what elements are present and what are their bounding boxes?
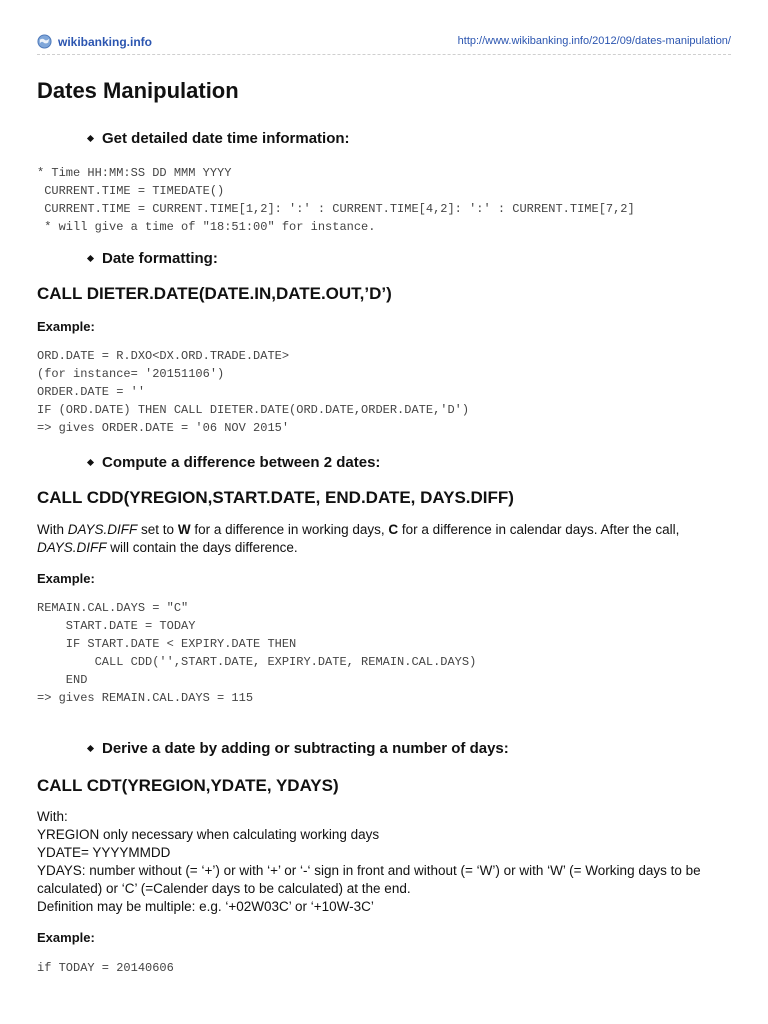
code-block: ORD.DATE = R.DXO<DX.ORD.TRADE.DATE> (for instance= '20151106') ORDER.DATE = '' IF (ORD.DATE) THEN CALL DIETER.DATE(ORD.DATE,ORDER.DATE,'D') => gives ORDER.DATE = '06 NOV 2015' [37,349,470,435]
bullet-label: Date formatting: [102,250,218,267]
bullet-diamond-icon [87,459,94,466]
para-line: YDATE= YYYYMMDD [37,845,171,860]
example-label: Example: [37,571,95,586]
code-block: * Time HH:MM:SS DD MMM YYYY CURRENT.TIME = TIMEDATE() CURRENT.TIME = CURRENT.TIME[1,2]: ':' : CURRENT.TIME[4,2]: ':' : CURRENT.TIME[7,2] * will give a time of "18:51:00" for instance. [37,166,635,234]
bullet-label: Derive a date by adding or subtracting a number of days: [102,740,509,757]
bullet-item [88,454,380,471]
para-line: Definition may be multiple: e.g. ‘+02W03C’ or ‘+10W-3C’ [37,899,374,914]
section-heading: CALL CDD(YREGION,START.DATE, END.DATE, DAYS.DIFF) [37,488,514,507]
bullet-item [88,130,350,147]
bullet-diamond-icon [87,255,94,262]
site-link[interactable] [37,34,152,49]
section-heading: CALL CDT(YREGION,YDATE, YDAYS) [37,776,339,795]
page-header [37,30,731,55]
globe-icon [37,34,52,49]
section-heading: CALL DIETER.DATE(DATE.IN,DATE.OUT,’D’) [37,284,392,303]
description-paragraph: With DAYS.DIFF set to W for a difference in working days, C for a difference in calendar days. After the call, DAYS.DIFF will contain the days difference. [37,522,680,555]
bullet-label: Compute a difference between 2 dates: [102,454,381,471]
code-block: REMAIN.CAL.DAYS = "C" START.DATE = TODAY IF START.DATE < EXPIRY.DATE THEN CALL CDD('',START.DATE, EXPIRY.DATE, REMAIN.CAL.DAYS) END => gives REMAIN.CAL.DAYS = 115 [37,601,477,705]
page-url[interactable]: http://www.wikibanking.info/2012/09/dates-manipulation/ [457,35,731,47]
example-label: Example: [37,319,95,334]
page-title: Dates Manipulation [37,78,239,103]
bullet-diamond-icon [87,135,94,142]
code-block: if TODAY = 20140606 [37,961,174,975]
bullet-item [88,250,218,267]
bullet-item [88,740,509,757]
bullet-diamond-icon [87,745,94,752]
site-name[interactable]: wikibanking.info [58,34,153,49]
example-label: Example: [37,930,95,945]
para-line: YREGION only necessary when calculating working days [37,827,380,842]
description-paragraph [37,808,737,916]
bullet-label: Get detailed date time information: [102,130,350,147]
para-line: YDAYS: number without (= ‘+’) or with ‘+’ or ‘-‘ sign in front and without (= ‘W’) or with ‘W’ (= Working days to be calculated) or ‘C’ (=Calender days to be calculated) at the end. [37,863,701,896]
para-line: With: [37,809,68,824]
